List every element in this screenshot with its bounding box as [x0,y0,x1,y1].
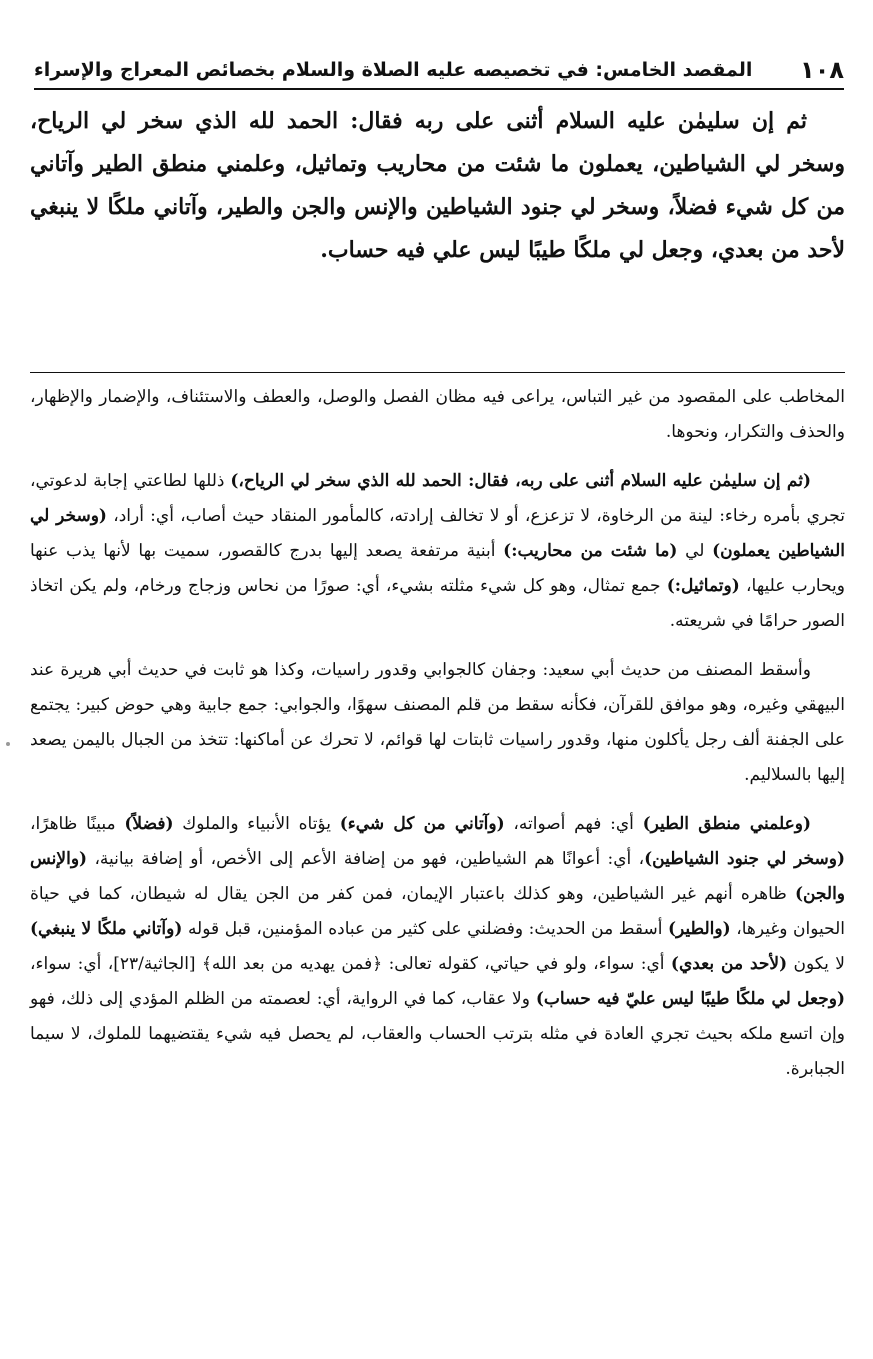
commentary-text: ظاهره أنهم غير الشياطين، وهو كذلك باعتبار الإيمان، فمن كفر من الجن يقال له شيطان، كما في حياة الحيوان وغيرها، [30,884,845,939]
running-title: المقصد الخامس: في تخصيصه عليه الصلاة والسلام بخصائص المعراج والإسراء [34,59,753,81]
quoted-text: (والطير) [668,919,731,939]
main-text: ثم إن سليمٰن عليه السلام أثنى على ربه فقال: الحمد لله الذي سخر لي الرياح، وسخر لي الشياطين، يعملون ما شئت من محاريب وتماثيل، وعلمني منطق الطير وآتاني من كل شيء فضلاً، وسخر لي جنود الشياطين والإنس والجن والطير، وآتاني ملكًا لا ينبغي لأحد من بعدي، وجعل لي ملكًا طيبًا ليس علي فيه حساب. [30,108,845,263]
quoted-text: (وعلمني منطق الطير) [642,814,812,834]
footnote-paragraph: المخاطب على المقصود من غير التباس، يراعى فيه مظان الفصل والوصل، والعطف والاستئناف، والإضمار والإظهار، والحذف والتكرار، ونحوها. [30,387,845,442]
footnote-paragraph [30,464,845,639]
commentary-text: أي: سواء، ولو في حياتي، كقوله تعالى: ﴿فمن يهديه من بعد الله﴾ [الجاثية/٢٣]، أي: سواء، [30,954,671,974]
commentary-text: أبنية مرتفعة يصعد إليها بدرج كالقصور، سميت بها لأنها يذب عنها ويحارب عليها، [30,541,845,596]
footnote-separator [30,372,845,373]
commentary-text: لي [677,541,713,561]
footnote-paragraph [30,807,845,1087]
quoted-text: (وسخر لي الشياطين يعملون) [30,506,845,561]
commentary-text: جمع تمثال، وهو كل شيء مثلته بشيء، أي: صورًا من نحاس وزجاج ورخام، ولم يكن اتخاذ الصور حرامًا في شريعته. [30,576,845,631]
footnotes [30,380,845,1101]
page-number: ١٠٨ [800,56,844,84]
commentary-text: ذللها لطاعتي إجابة لدعوتي، تجري بأمره رخاء: لينة من الرخاوة، لا تزعزع، أو لا تخالف إرادته، كالمأمور المنقاد حيث أصاب، أي: أراد، [30,471,846,526]
quoted-text: (وآتاني ملكًا لا ينبغي) [30,919,183,939]
quoted-text: (وسخر لي جنود الشياطين) [644,849,846,869]
scan-speck [6,742,10,746]
quoted-text: (وتماثيل:) [666,576,740,596]
quoted-text: (ما شئت من محاريب:) [503,541,678,561]
quoted-text: (لأحد من بعدي) [670,954,788,974]
page-header [34,52,844,90]
commentary-text: ، أي: أعوانًا هم الشياطين، فهو من إضافة الأعم إلى الأخص، أو إضافة بيانية، [87,849,645,869]
footnote-paragraph: وأسقط المصنف من حديث أبي سعيد: وجفان كالجوابي وقدور راسيات، وكذا هو ثابت في حديث أبي هريرة عند البيهقي وغيره، وهو موافق للقرآن، فكأنه سقط من قلم المصنف سهوًا، والجوابي: جمع جابية وهي حوض كبير: يجتمع على الجفنة ألف رجل يأكلون منها، وقدور راسيات ثابتات لها قوائم، لا تحرك عن أماكنها: تتخذ من الجبال باليمن يصعد إليها بالسلاليم. [30,660,845,785]
commentary-text: أي: فهم أصواته، [504,814,643,834]
commentary-text: يؤتاه الأنبياء والملوك [173,814,340,834]
quoted-text: (وجعل لي ملكًا طيبًا ليس عليّ فيه حساب) [535,989,845,1009]
commentary-text: مبينًا ظاهرًا، [30,814,125,834]
commentary-text: أسقط من الحديث: وفضلني على كثير من عباده المؤمنين، قبل قوله [182,919,668,939]
commentary-text: ولا عقاب، كما في الرواية، أي: لعصمته من الظلم المؤدي إلى ذلك، فهو وإن اتسع ملكه بحيث تجري العادة في مثله بترتب الحساب والعقاب، لم يحصل فيه شيء يقتضيهما للملوك، لا سيما الجبابرة. [30,989,845,1079]
quoted-text: (فضلاً) [124,814,174,834]
quoted-text: (والإنس والجن) [30,849,846,904]
commentary-text: لا يكون [787,954,845,974]
quoted-text: (وآتاني من كل شيء) [339,814,505,834]
quoted-text: (ثم إن سليمٰن عليه السلام أثنى على ربه، فقال: الحمد لله الذي سخر لي الرياح،) [230,471,811,491]
